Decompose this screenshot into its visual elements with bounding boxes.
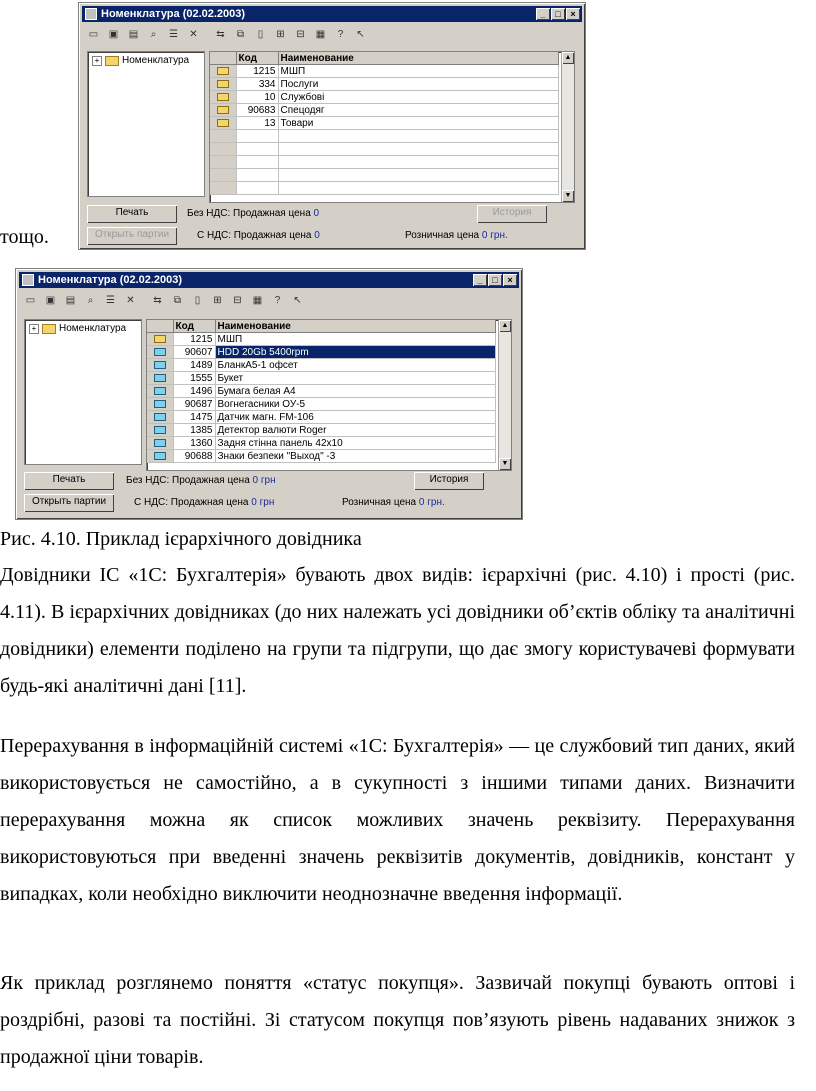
hierarchy-icon[interactable]: ⊟ <box>233 294 242 306</box>
name-cell: Спецодяг <box>278 104 558 117</box>
vat-label: С НДС: <box>134 497 168 508</box>
name-cell <box>278 169 558 182</box>
nomenclature-window-1 <box>78 2 586 250</box>
row-icon-cell <box>210 91 236 104</box>
name-cell: Бумага белая А4 <box>215 385 495 398</box>
scroll-up-icon[interactable]: ▲ <box>499 320 511 332</box>
name-cell: Детектор валюти Roger <box>215 424 495 437</box>
no-vat-price-label: Продажная цена <box>233 208 311 219</box>
table-row[interactable] <box>210 91 558 104</box>
app-icon <box>22 274 34 286</box>
pointer-help-icon[interactable]: ↖ <box>356 28 365 40</box>
name-cell: МШП <box>278 65 558 78</box>
table-row[interactable] <box>210 78 558 91</box>
row-icon-cell <box>147 398 173 411</box>
icon-column-header <box>210 52 236 65</box>
name-cell <box>278 130 558 143</box>
name-cell: БланкА5-1 офсет <box>215 359 495 372</box>
no-vat-label: Без НДС: <box>126 475 170 486</box>
items-grid[interactable] <box>146 319 512 471</box>
table-row[interactable] <box>210 117 558 130</box>
row-icon-cell <box>210 104 236 117</box>
copy-icon[interactable]: ⧉ <box>236 28 245 40</box>
tree-node-root[interactable] <box>92 55 189 66</box>
item-icon <box>154 361 166 369</box>
row-icon-cell <box>147 424 173 437</box>
new-row-icon[interactable]: ▭ <box>88 28 99 40</box>
window-title: Номенклатура (02.02.2003) <box>38 274 183 286</box>
open-parties-button[interactable]: Открыть партии <box>87 227 177 245</box>
delete-icon[interactable]: ✕ <box>126 294 135 306</box>
no-vat-price-value: 0 грн <box>252 475 276 486</box>
title-bar[interactable] <box>19 272 519 288</box>
item-icon <box>154 439 166 447</box>
name-cell: Знаки безпеки "Выход" -3 <box>215 450 495 463</box>
hierarchy-icon[interactable]: ⊟ <box>296 28 305 40</box>
title-bar[interactable] <box>82 6 582 22</box>
history-button[interactable]: История <box>414 472 484 490</box>
retail-label: Розничная цена <box>405 230 480 241</box>
row-icon-cell <box>147 437 173 450</box>
scroll-down-icon[interactable]: ▼ <box>562 190 574 202</box>
maximize-button[interactable]: □ <box>488 274 502 286</box>
row-icon-cell <box>210 156 236 169</box>
search-icon[interactable]: ⌕ <box>87 294 94 306</box>
row-icon-cell <box>210 78 236 91</box>
code-cell: 1489 <box>173 359 215 372</box>
no-vat-price-label: Продажная цена <box>172 475 250 486</box>
row-icon-cell <box>147 450 173 463</box>
table-row[interactable] <box>147 424 495 437</box>
row-icon-cell <box>147 372 173 385</box>
print-button[interactable]: Печать <box>24 472 114 490</box>
list-icon[interactable]: ☰ <box>169 28 178 40</box>
row-icon-cell <box>147 346 173 359</box>
no-vat-price-value: 0 <box>313 208 320 219</box>
code-cell: 1215 <box>236 65 278 78</box>
window-title: Номенклатура (02.02.2003) <box>101 8 246 20</box>
name-cell: Службові <box>278 91 558 104</box>
figure-caption: Рис. 4.10. Приклад ієрархічного довідника <box>0 528 362 550</box>
code-cell: 90687 <box>173 398 215 411</box>
code-cell: 1555 <box>173 372 215 385</box>
no-vat-row <box>187 208 319 219</box>
new-row-icon[interactable]: ▭ <box>25 294 36 306</box>
minimize-button[interactable]: _ <box>536 8 550 20</box>
edit-icon[interactable]: ▤ <box>65 294 76 306</box>
code-cell: 13 <box>236 117 278 130</box>
table-row[interactable] <box>147 398 495 411</box>
table-row[interactable] <box>210 143 558 156</box>
code-cell: 90683 <box>236 104 278 117</box>
expand-icon[interactable]: + <box>92 56 102 66</box>
new-folder-icon[interactable]: ▣ <box>108 28 119 40</box>
delete-icon[interactable]: ✕ <box>189 28 198 40</box>
code-cell: 1496 <box>173 385 215 398</box>
toolbar <box>22 292 306 310</box>
table-row[interactable] <box>147 346 495 359</box>
toolbar <box>85 26 369 44</box>
vat-price-value: 0 <box>314 230 320 241</box>
table-row[interactable] <box>210 104 558 117</box>
table-row[interactable] <box>210 130 558 143</box>
close-button[interactable]: × <box>503 274 517 286</box>
code-cell: 1215 <box>173 333 215 346</box>
move-icon[interactable]: ⇆ <box>216 28 225 40</box>
items-grid[interactable] <box>209 51 575 203</box>
help-icon[interactable]: ? <box>274 294 281 306</box>
row-icon-cell <box>147 359 173 372</box>
name-cell <box>278 182 558 195</box>
folder-icon <box>217 106 229 114</box>
code-cell: 10 <box>236 91 278 104</box>
tree-icon[interactable]: ⊞ <box>213 294 222 306</box>
minimize-button[interactable]: _ <box>473 274 487 286</box>
tree-icon[interactable]: ⊞ <box>276 28 285 40</box>
code-cell <box>236 143 278 156</box>
scroll-up-icon[interactable]: ▲ <box>562 52 574 64</box>
expand-icon[interactable]: + <box>29 324 39 334</box>
lead-text: тощо. <box>0 226 49 248</box>
icon-column-header <box>147 320 173 333</box>
name-cell: МШП <box>215 333 495 346</box>
retail-row <box>405 230 508 241</box>
list-icon[interactable]: ☰ <box>106 294 115 306</box>
table-row[interactable] <box>210 169 558 182</box>
code-cell <box>236 156 278 169</box>
close-button[interactable]: × <box>566 8 580 20</box>
name-cell: Датчик магн. FM-106 <box>215 411 495 424</box>
table-row[interactable] <box>210 156 558 169</box>
paragraph-2: Перерахування в інформаційній системі «1С: Бухгалтерія» — це службовий тип даних, який використовується не самостійно, а в сукупності з іншими типами даних. Визначити перерахування можна як список можливих значень реквізиту. Перерахування використовуються при введенні значень реквізитів документів, довідників, констант у випадках, коли необхідно виключити неоднозначне введення інформації. <box>0 735 795 905</box>
search-icon[interactable]: ⌕ <box>150 28 157 40</box>
vat-price-value: 0 грн <box>251 497 275 508</box>
folder-icon <box>105 56 119 66</box>
vat-row <box>197 230 320 241</box>
filter-icon[interactable]: ▦ <box>252 294 263 306</box>
name-cell <box>278 143 558 156</box>
tree-node-label: Номенклатура <box>122 55 190 66</box>
tree-panel[interactable] <box>87 51 205 197</box>
scroll-down-icon[interactable]: ▼ <box>499 458 511 470</box>
code-cell: 90607 <box>173 346 215 359</box>
retail-label: Розничная цена <box>342 497 417 508</box>
code-cell <box>236 169 278 182</box>
name-cell <box>278 156 558 169</box>
vat-row <box>134 497 274 508</box>
name-cell: Вогнегасники ОУ-5 <box>215 398 495 411</box>
retail-value: 0 грн. <box>481 230 508 241</box>
vertical-scrollbar[interactable] <box>561 52 574 202</box>
row-icon-cell <box>210 65 236 78</box>
code-cell: 334 <box>236 78 278 91</box>
item-icon <box>154 413 166 421</box>
history-button[interactable]: История <box>477 205 547 223</box>
code-cell <box>236 130 278 143</box>
row-icon-cell <box>210 169 236 182</box>
folder-icon <box>217 119 229 127</box>
help-icon[interactable]: ? <box>337 28 344 40</box>
name-cell: Послуги <box>278 78 558 91</box>
vat-price-label: Продажная цена <box>170 497 249 508</box>
table-row[interactable] <box>147 359 495 372</box>
table-row[interactable] <box>147 385 495 398</box>
code-cell: 1475 <box>173 411 215 424</box>
row-icon-cell <box>147 385 173 398</box>
name-column-header[interactable]: Наименование <box>215 320 495 333</box>
nomenclature-window-2 <box>15 268 523 520</box>
name-column-header[interactable]: Наименование <box>278 52 558 65</box>
row-icon-cell <box>147 333 173 346</box>
code-column-header[interactable]: Код <box>173 320 215 333</box>
item-icon <box>154 348 166 356</box>
folder-icon <box>217 80 229 88</box>
table-row[interactable] <box>147 450 495 463</box>
move-icon[interactable]: ⇆ <box>153 294 162 306</box>
name-cell: Букет <box>215 372 495 385</box>
code-cell: 1360 <box>173 437 215 450</box>
code-cell: 1385 <box>173 424 215 437</box>
code-cell <box>236 182 278 195</box>
print-button[interactable]: Печать <box>87 205 177 223</box>
table-row[interactable] <box>147 411 495 424</box>
app-icon <box>85 8 97 20</box>
item-icon <box>154 387 166 395</box>
name-cell: Товари <box>278 117 558 130</box>
name-cell: HDD 20Gb 5400rpm <box>215 346 495 359</box>
tree-node-root[interactable] <box>29 323 126 334</box>
retail-value: 0 грн. <box>418 497 445 508</box>
row-icon-cell <box>147 411 173 424</box>
no-vat-label: Без НДС: <box>187 208 231 219</box>
maximize-button[interactable]: □ <box>551 8 565 20</box>
copy-icon[interactable]: ⧉ <box>173 294 182 306</box>
edit-icon[interactable]: ▤ <box>128 28 139 40</box>
paragraph-1: Довідники ІС «1С: Бухгалтерія» бувають двох видів: ієрархічні (рис. 4.10) і прості (рис. 4.11). В ієрархічних довідниках (до них належать усі довідники об’єктів обліку та аналітичні довідники) елементи поділено на групи та підгрупи, що дає змогу користувачеві формувати будь-які аналітичні дані [11]. <box>0 564 795 697</box>
vertical-scrollbar[interactable] <box>498 320 511 470</box>
no-vat-row <box>126 475 276 486</box>
name-cell: Задня стінна панель 42х10 <box>215 437 495 450</box>
row-icon-cell <box>210 130 236 143</box>
pointer-help-icon[interactable]: ↖ <box>293 294 302 306</box>
paragraph-3: Як приклад розглянемо поняття «статус покупця». Зазвичай покупці бувають оптові і роздрібні, разові та постійні. Зі статусом покупця пов’язують рівень надаваних знижок з продажної ціни товарів. <box>0 972 795 1068</box>
new-folder-icon[interactable]: ▣ <box>45 294 56 306</box>
document-icon[interactable]: ▯ <box>257 28 264 40</box>
table-row[interactable] <box>147 437 495 450</box>
table-row[interactable] <box>210 65 558 78</box>
tree-node-label: Номенклатура <box>59 323 127 334</box>
open-parties-button[interactable]: Открыть партии <box>24 494 114 512</box>
folder-icon <box>217 93 229 101</box>
item-icon <box>154 400 166 408</box>
code-column-header[interactable]: Код <box>236 52 278 65</box>
item-icon <box>154 374 166 382</box>
vat-price-label: Продажная цена <box>233 230 312 241</box>
vat-label: С НДС: <box>197 230 231 241</box>
row-icon-cell <box>210 143 236 156</box>
code-cell: 90688 <box>173 450 215 463</box>
folder-icon <box>217 67 229 75</box>
tree-panel[interactable] <box>24 319 142 465</box>
row-icon-cell <box>210 182 236 195</box>
table-row[interactable] <box>147 372 495 385</box>
row-icon-cell <box>210 117 236 130</box>
table-row[interactable] <box>147 333 495 346</box>
folder-icon <box>42 324 56 334</box>
item-icon <box>154 452 166 460</box>
table-row[interactable] <box>210 182 558 195</box>
document-icon[interactable]: ▯ <box>194 294 201 306</box>
item-icon <box>154 426 166 434</box>
folder-icon <box>154 335 166 343</box>
filter-icon[interactable]: ▦ <box>315 28 326 40</box>
retail-row <box>342 497 445 508</box>
